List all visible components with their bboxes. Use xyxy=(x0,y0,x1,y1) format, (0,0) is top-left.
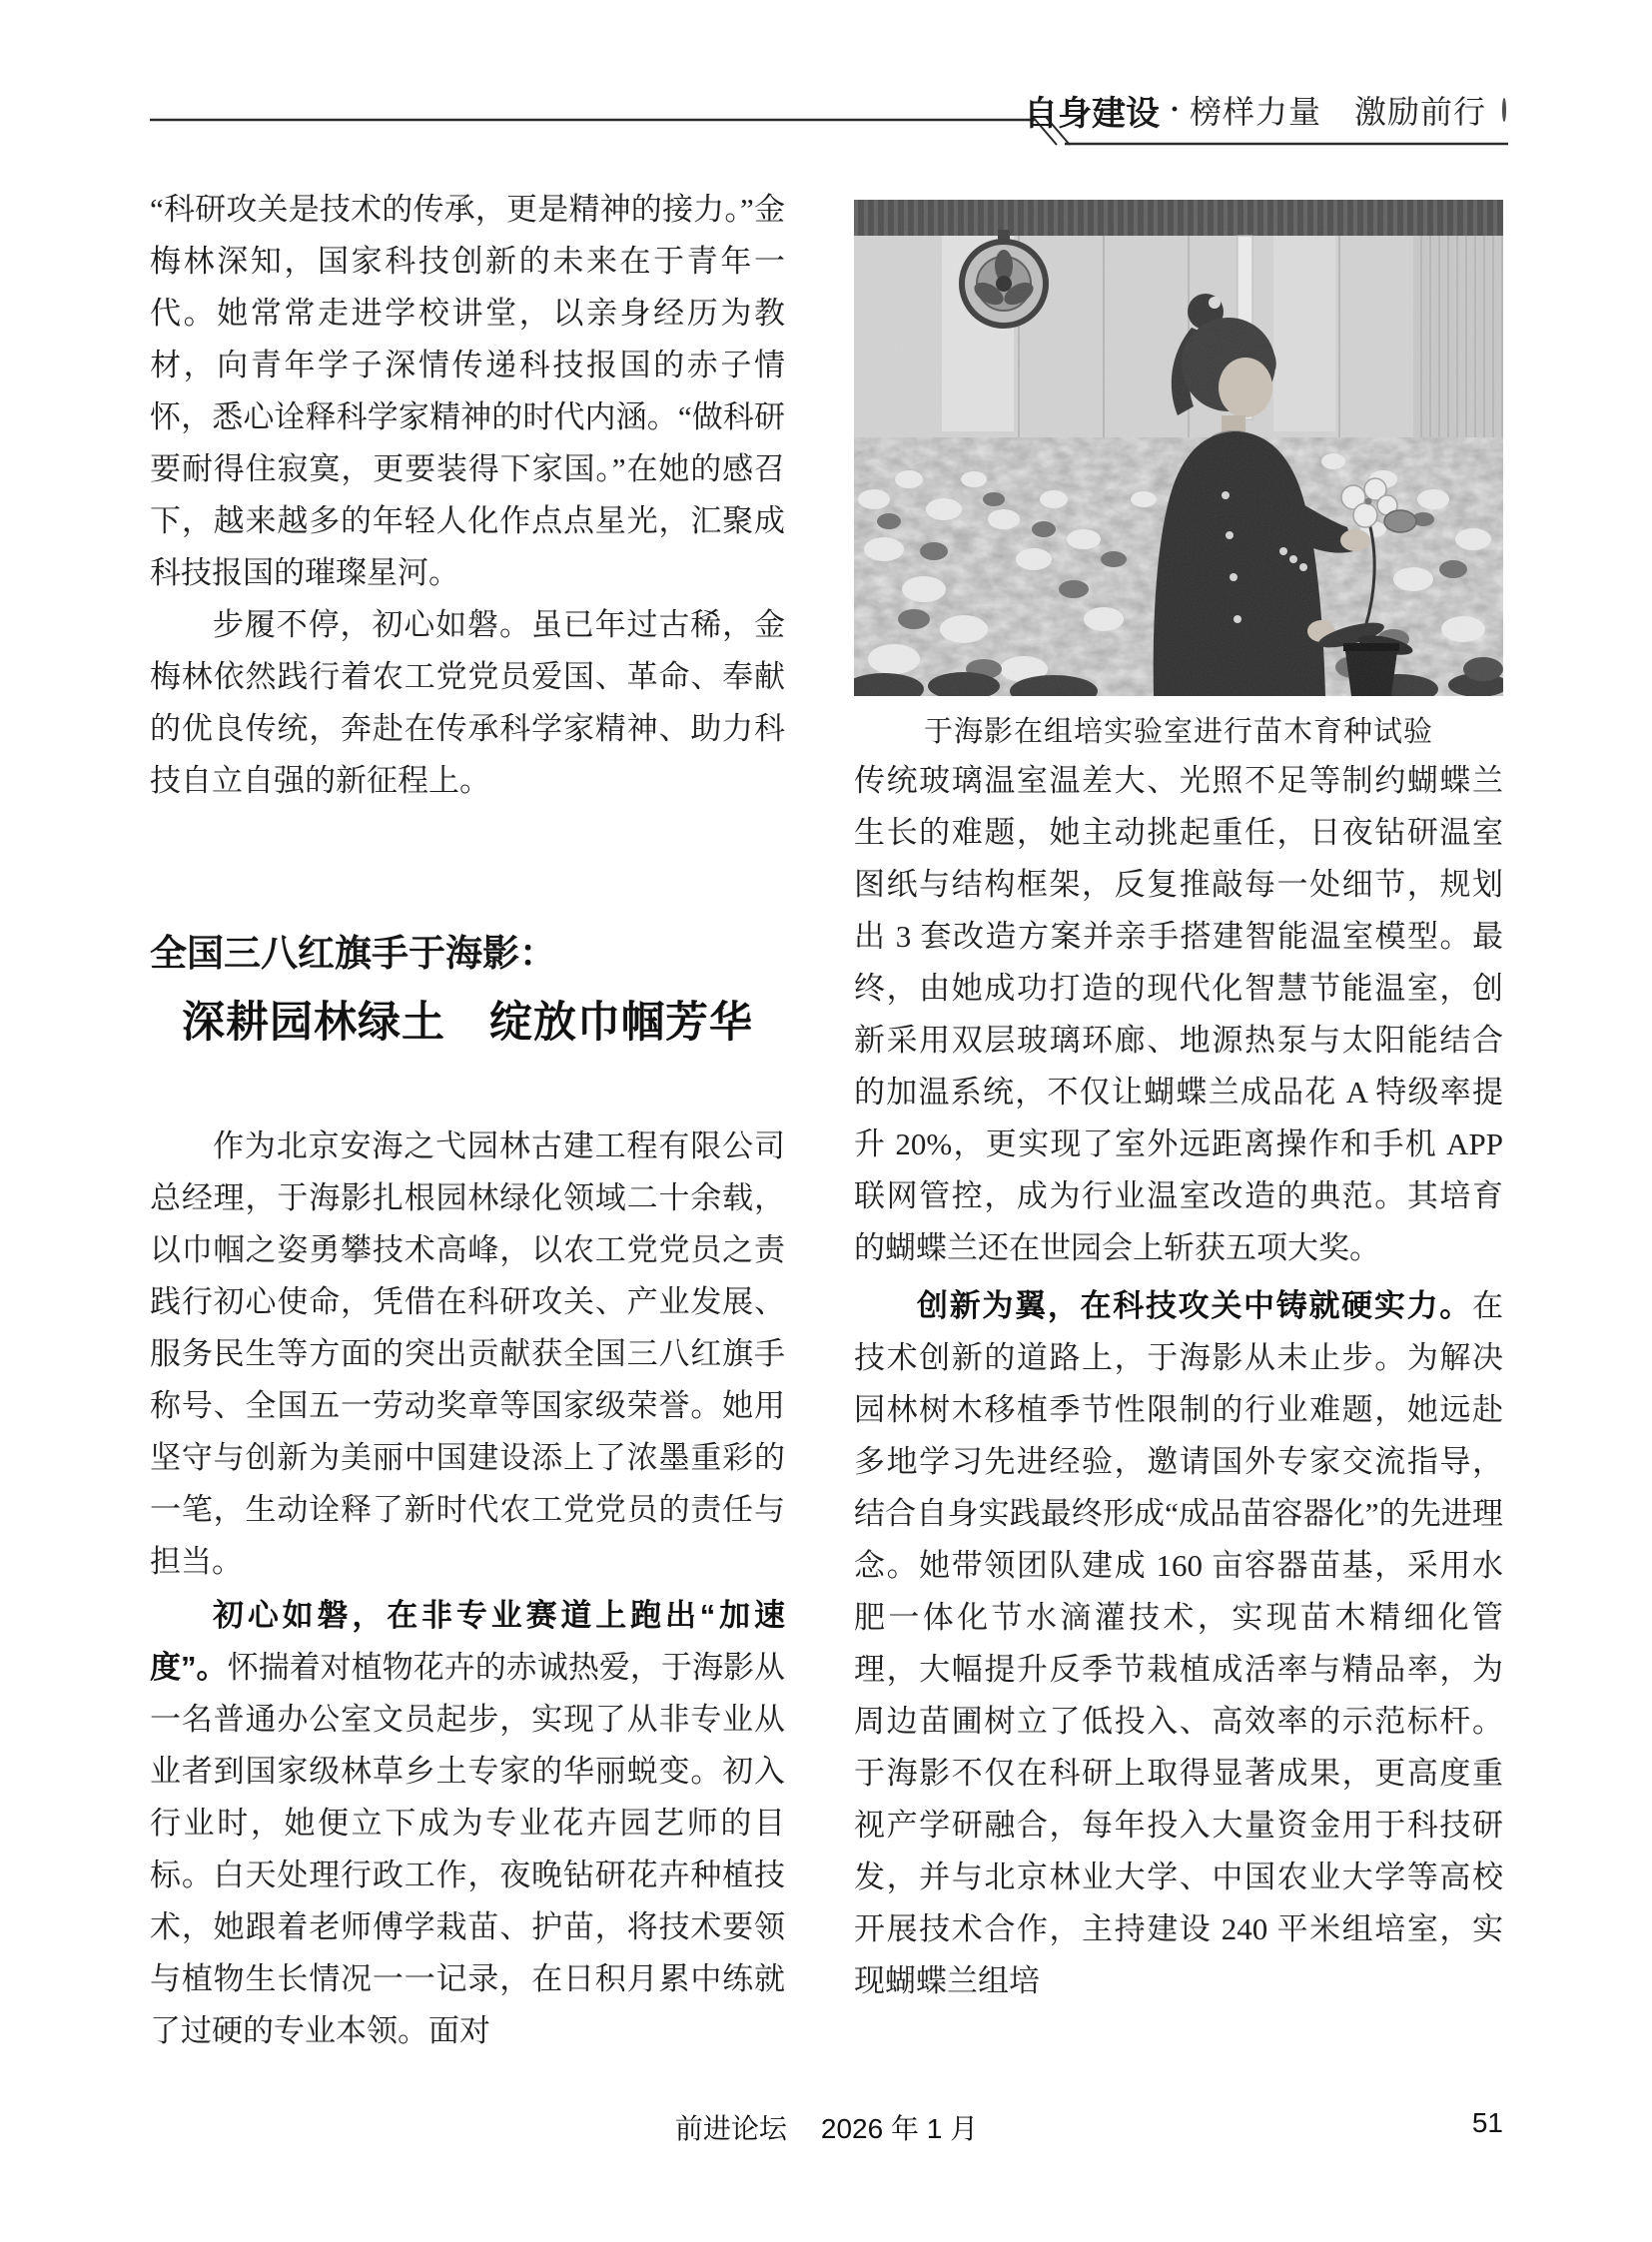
footer-journal-line xyxy=(150,2107,1503,2147)
left-column-continued-2 xyxy=(150,1590,785,2057)
section-label-bold: 自身建设 xyxy=(1023,94,1160,133)
paragraph-lead: 创新为翼，在科技攻关中铸就硬实力。 xyxy=(917,1288,1472,1323)
article-photo xyxy=(854,200,1503,696)
journal-name: 前进论坛 xyxy=(674,2113,787,2144)
issue-date: 2026 年 1 月 xyxy=(820,2113,979,2144)
page-number: 51 xyxy=(1471,2107,1503,2138)
paragraph: 传统玻璃温室温差大、光照不足等制约蝴蝶兰生长的难题，她主动挑起重任，日夜钻研温室图纸与结构框架，反复推敲每一处细节，规划出 3 套改造方案并亲手搭建智能温室模型。最终，由她成功打造的现代化智慧节能温室，创新采用双层玻璃环廊、地源热泵与太阳能结合的加温系统，不仅让蝴蝶兰成品花 A 特级率提升 20%，更实现了室外远距离操作和手机 APP 联网管控，成为行业温室改造的典范。其培育的蝴蝶兰还在世园会上斩获五项大奖。 xyxy=(854,763,1503,1265)
article-kicker: 全国三八红旗手于海影： xyxy=(150,933,556,974)
paragraph xyxy=(854,1280,1503,2007)
paragraph: 步履不停，初心如磐。虽已年过古稀，金梅林依然践行着农工党党员爱国、革命、奉献的优良传统，奔赴在传承科学家精神、助力科技自立自强的新征程上。 xyxy=(150,607,785,798)
ringed-dot-icon xyxy=(1502,98,1506,122)
paragraph: “科研攻关是技术的传承，更是精神的接力。”金梅林深知，国家科技创新的未来在于青年一代。她常常走进学校讲堂，以亲身经历为教材，向青年学子深情传递科技报国的赤子情怀，悉心诠释科学家精神的时代内涵。“做科研要耐得住寂寞，更要装得下家国。”在她的感召下，越来越多的年轻人化作点点星光，汇聚成科技报国的璀璨星河。 xyxy=(150,192,785,590)
paragraph xyxy=(150,1590,785,2057)
right-column xyxy=(854,755,1503,2007)
left-column-continued xyxy=(150,1121,785,1588)
photo-caption: 于海影在组培实验室进行苗木育种试验 xyxy=(923,716,1433,748)
paragraph-lead: 初心如磐，在非专业赛道上跑出“加速度”。 xyxy=(150,1598,785,1685)
paragraph-body: 怀揣着对植物花卉的赤诚热爱，于海影从一名普通办公室文员起步，实现了从非专业从业者到国家级林草乡土专家的华丽蜕变。初入行业时，她便立下成为专业花卉园艺师的目标。白天处理行政工作，夜晚钻研花卉种植技术，她跟着老师傅学栽苗、护苗，将技术要领与植物生长情况一一记录，在日积月累中练就了过硬的专业本领。面对 xyxy=(150,1650,786,2048)
section-label-light: 榜样力量 激励前行 xyxy=(1189,94,1486,130)
page-footer xyxy=(150,2107,1503,2147)
paragraph-body: 在技术创新的道路上，于海影从未止步。为解决园林树木移植季节性限制的行业难题，她远赴多地学习先进经验，邀请国外专家交流指导，结合自身实践最终形成“成品苗容器化”的先进理念。她带领团队建成 160 亩容器苗基，采用水肥一体化节水滴灌技术，实现苗木精细化管理，大幅提升反季节栽植成活率与精品率，为周边苗圃树立了低投入、高效率的示范标杆。于海影不仅在科研上取得显著成果，更高度重视产学研融合，每年投入大量资金用于科技研发，并与北京林业大学、中国农业大学等高校开展技术合作，主持建设 240 平米组培室，实现蝴蝶兰组培 xyxy=(854,1288,1503,1998)
section-separator: · xyxy=(1169,93,1180,126)
paragraph: 作为北京安海之弋园林古建工程有限公司总经理，于海影扎根园林绿化领域二十余载，以巾帼之姿勇攀技术高峰，以农工党党员之责践行初心使命，凭借在科研攻关、产业发展、服务民生等方面的突出贡献获全国三八红旗手称号、全国五一劳动奖章等国家级荣誉。她用坚守与创新为美丽中国建设添上了浓墨重彩的一笔，生动诠释了新时代农工党党员的责任与担当。 xyxy=(150,1128,785,1579)
article-title: 深耕园林绿土 绽放巾帼芳华 xyxy=(182,999,753,1047)
left-column xyxy=(150,184,785,807)
page-header xyxy=(1023,84,1506,136)
